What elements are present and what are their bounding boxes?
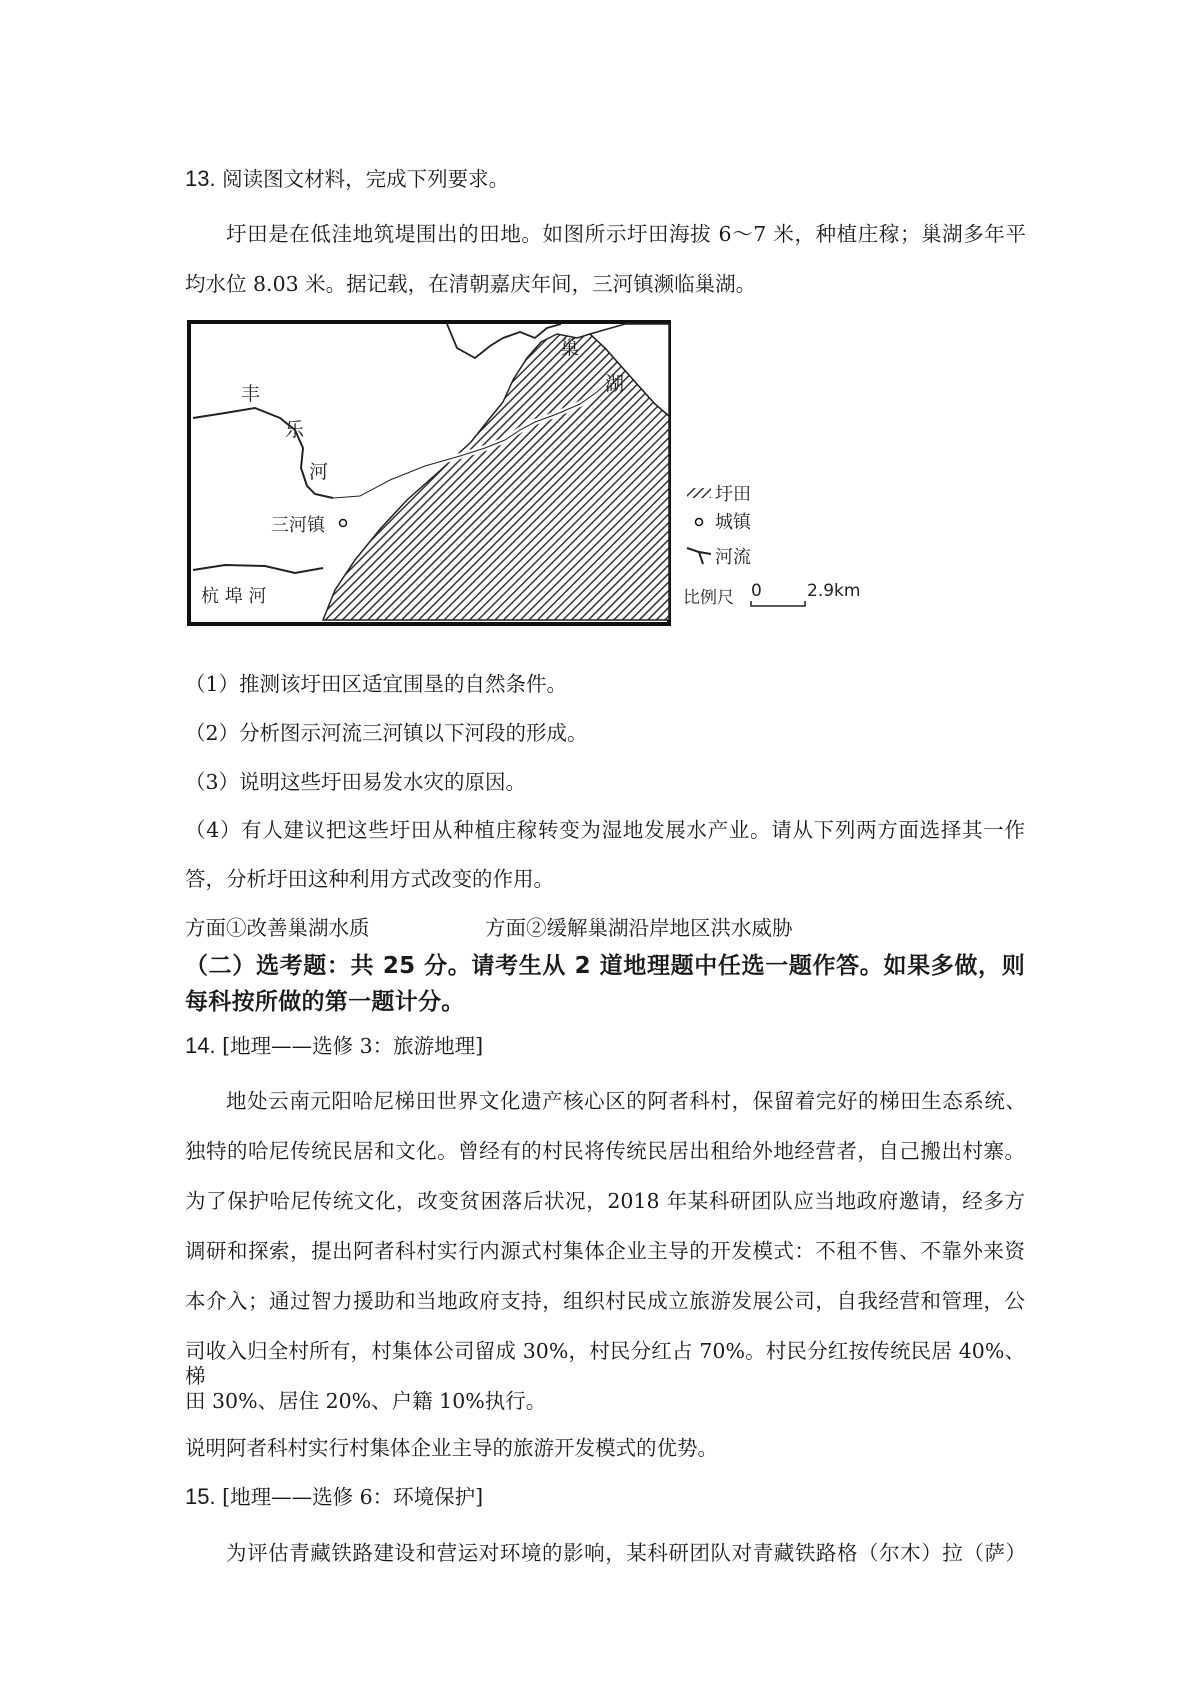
q13-sub4-line2: 答，分析圩田这种利用方式改变的作用。 [185, 867, 554, 891]
scale-bar [751, 601, 805, 606]
scale-value: 2.9km [807, 581, 861, 601]
label-hu: 湖 [605, 373, 625, 395]
legend-river-label: 河流 [715, 547, 751, 568]
legend-river-icon [687, 548, 711, 564]
legend-town-icon [696, 519, 703, 526]
q14-material-line: 为了保护哈尼传统文化，改变贫困落后状况，2018 年某科研团队应当地政府邀请，经多方 [185, 1189, 1025, 1213]
q15-title: [地理——选修 6：环境保护] [222, 1485, 484, 1509]
section2-heading-line1: （二）选考题：共 25 分。请考生从 2 道地理题中任选一题作答。如果多做，则 [185, 953, 1025, 979]
weitian-map-figure [185, 318, 885, 630]
scale-label: 比例尺 [683, 588, 734, 608]
q14-title: [地理——选修 3：旅游地理] [222, 1034, 484, 1058]
q15-title-line [185, 1484, 483, 1510]
weitian-map [185, 318, 885, 630]
q14-material-line: 司收入归全村所有，村集体公司留成 30%，村民分红占 70%。村民分红按传统民居 40%、梯 [185, 1339, 1025, 1388]
q13-stem-line [185, 166, 509, 192]
label-chao: 巢 [560, 337, 580, 359]
q13-sub1: （1）推测该圩田区适宜围垦的自然条件。 [185, 672, 568, 696]
q13-material-line1: 圩田是在低洼地筑堤围出的田地。如图所示圩田海拔 6～7 米，种植庄稼；巢湖多年平 [226, 222, 1026, 246]
section2-heading-line2: 每科按所做的第一题计分。 [185, 989, 465, 1015]
q14-material-line: 本介入；通过智力援助和当地政府支持，组织村民成立旅游发展公司，自我经营和管理，公 [185, 1289, 1025, 1313]
legend-weitian-label: 圩田 [715, 484, 751, 505]
q14-number: 14. [185, 1033, 216, 1058]
q13-sub4-line1: （4）有人建议把这些圩田从种植庄稼转变为湿地发展水产业。请从下列两方面选择其一作 [185, 818, 1025, 842]
label-he: 河 [309, 461, 329, 483]
q15-material-line1: 为评估青藏铁路建设和营运对环境的影响，某科研团队对青藏铁路格（尔木）拉（萨） [226, 1541, 1026, 1565]
q14-title-line [185, 1033, 483, 1059]
label-le: 乐 [285, 419, 305, 441]
q14-material-line: 地处云南元阳哈尼梯田世界文化遗产核心区的阿者科村，保留着完好的梯田生态系统、 [226, 1089, 1026, 1113]
scale-zero: 0 [751, 581, 762, 601]
q15-number: 15. [185, 1484, 216, 1509]
q13-option1: 方面①改善巢湖水质 [185, 916, 370, 940]
legend-weitian-swatch [687, 488, 711, 498]
q14-material-line: 田 30%、居住 20%、户籍 10%执行。 [185, 1389, 547, 1413]
q14-material-line: 独特的哈尼传统民居和文化。曾经有的村民将传统民居出租给外地经营者，自己搬出村寨。 [185, 1139, 1025, 1163]
q13-number: 13. [185, 166, 216, 191]
label-sanhezhen: 三河镇 [271, 515, 325, 536]
q13-material-line2: 均水位 8.03 米。据记载，在清朝嘉庆年间，三河镇濒临巢湖。 [185, 272, 757, 296]
q13-stem: 阅读图文材料，完成下列要求。 [222, 167, 510, 191]
q13-option2: 方面②缓解巢湖沿岸地区洪水威胁 [485, 916, 793, 940]
label-feng: 丰 [241, 383, 261, 405]
q13-sub2: （2）分析图示河流三河镇以下河段的形成。 [185, 721, 588, 745]
legend-town-label: 城镇 [715, 512, 751, 533]
q14-question: 说明阿者科村实行村集体企业主导的旅游开发模式的优势。 [185, 1436, 718, 1460]
label-hangbuhe: 杭 埠 河 [201, 586, 267, 607]
sanhe-town-marker [340, 520, 347, 527]
q13-sub3: （3）说明这些圩田易发水灾的原因。 [185, 770, 527, 794]
q14-material-line: 调研和探索，提出阿者科村实行内源式村集体企业主导的开发模式：不租不售、不靠外来资 [185, 1239, 1025, 1263]
